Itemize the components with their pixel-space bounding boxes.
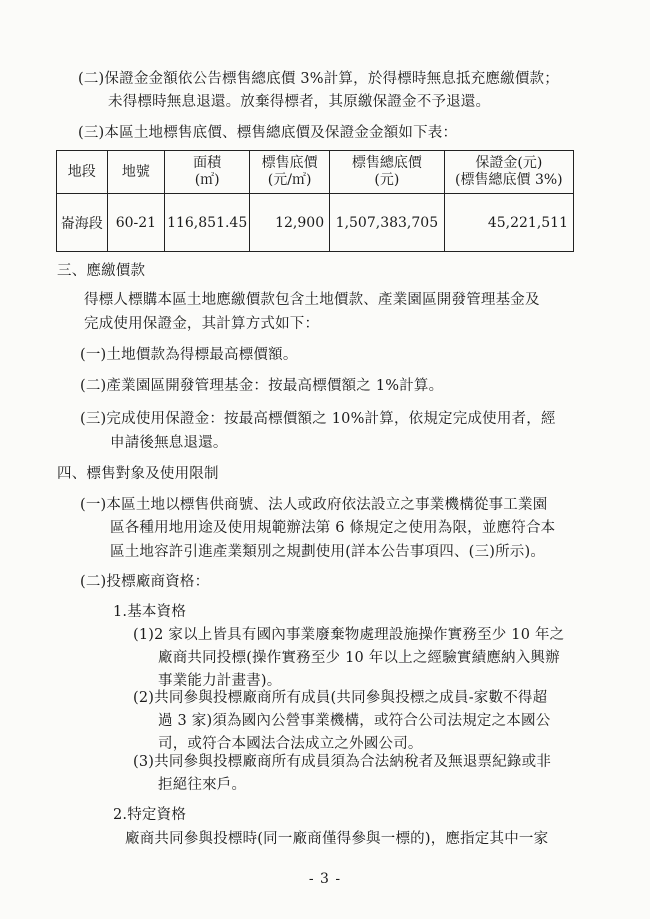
basic-2-line-3: 司，或符合本國法合法成立之外國公司。 [158,736,423,752]
cell-unit-price: 12,900 [250,194,330,252]
completion-deposit-line-2: 申請後無息退還。 [110,435,228,451]
header-total-price: 標售總底價 (元) [330,151,445,194]
basic-2-line-1: (2)共同參與投標廠商所有成員(共同參與投標之成員-家數不得超 [133,690,548,706]
bid-target-line-1: (一)本區土地以標售供商號、法人或政府依法設立之事業機構從事工業園 [80,497,548,513]
basic-2-line-2: 過 3 家)須為國內公營事業機構，或符合公司法規定之本國公 [158,713,551,729]
basic-3-line-2: 拒絕往來戶。 [158,777,247,793]
section-3-heading: 三、應繳價款 [57,263,146,279]
header-lot-number: 地號 [107,151,165,194]
section-3-intro-line-1: 得標人標購本區土地應繳價款包含土地價款、產業園區開發管理基金及 [84,292,540,308]
deposit-amount-line-1: (二)保證金金額依公告標售總底價 3%計算，於得標時無息抵充應繳價款； [78,71,559,87]
bid-target-line-2: 區各種用地用途及使用規範辦法第 6 條規定之使用為限，並應符合本 [110,520,556,536]
page-number: - 3 - [308,871,342,887]
section-4-heading: 四、標售對象及使用限制 [57,466,219,482]
header-land-section: 地段 [57,151,108,194]
bidder-qualification-heading: (二)投標廠商資格： [80,574,210,590]
cell-lot-number: 60-21 [107,194,165,252]
cell-deposit: 45,221,511 [444,194,573,252]
cell-land-section: 崙海段 [57,194,108,252]
special-qualification-line-1: 廠商共同參與投標時(同一廠商僅得參與一標的)，應指定其中一家 [125,831,549,847]
cell-area: 116,851.45 [165,194,250,252]
basic-qualification-heading: 1.基本資格 [113,604,187,620]
management-fund-item: (二)產業園區開發管理基金：按最高標價額之 1%計算。 [80,378,444,394]
table-header-row [57,151,574,194]
table-row [57,194,574,252]
land-price-table [56,150,574,252]
basic-3-line-1: (3)共同參與投標廠商所有成員須為合法納稅者及無退票紀錄或非 [133,754,552,770]
cell-total-price: 1,507,383,705 [330,194,445,252]
deposit-amount-line-2: 未得標時無息退還。放棄得標者，其原繳保證金不予退還。 [108,94,491,110]
special-qualification-heading: 2.特定資格 [113,807,187,823]
table-intro: (三)本區土地標售底價、標售總底價及保證金金額如下表： [78,125,458,141]
bid-target-line-3: 區土地容許引進產業類別之規劃使用(詳本公告事項四、(三)所示)。 [110,544,546,560]
header-deposit: 保證金(元) (標售總底價 3%) [444,151,573,194]
basic-1-line-3: 事業能力計畫書)。 [158,673,282,689]
basic-1-line-2: 廠商共同投標(操作實務至少 10 年以上之經驗實績應納入興辦 [158,650,560,666]
land-price-item: (一)土地價款為得標最高標價額。 [80,347,298,363]
section-3-intro-line-2: 完成使用保證金，其計算方式如下： [84,316,320,332]
header-area: 面積 (㎡) [165,151,250,194]
completion-deposit-line-1: (三)完成使用保證金：按最高標價額之 10%計算，依規定完成使用者，經 [80,411,556,427]
basic-1-line-1: (1)2 家以上皆具有國內事業廢棄物處理設施操作實務至少 10 年之 [133,627,565,643]
header-unit-price: 標售底價 (元/㎡) [250,151,330,194]
